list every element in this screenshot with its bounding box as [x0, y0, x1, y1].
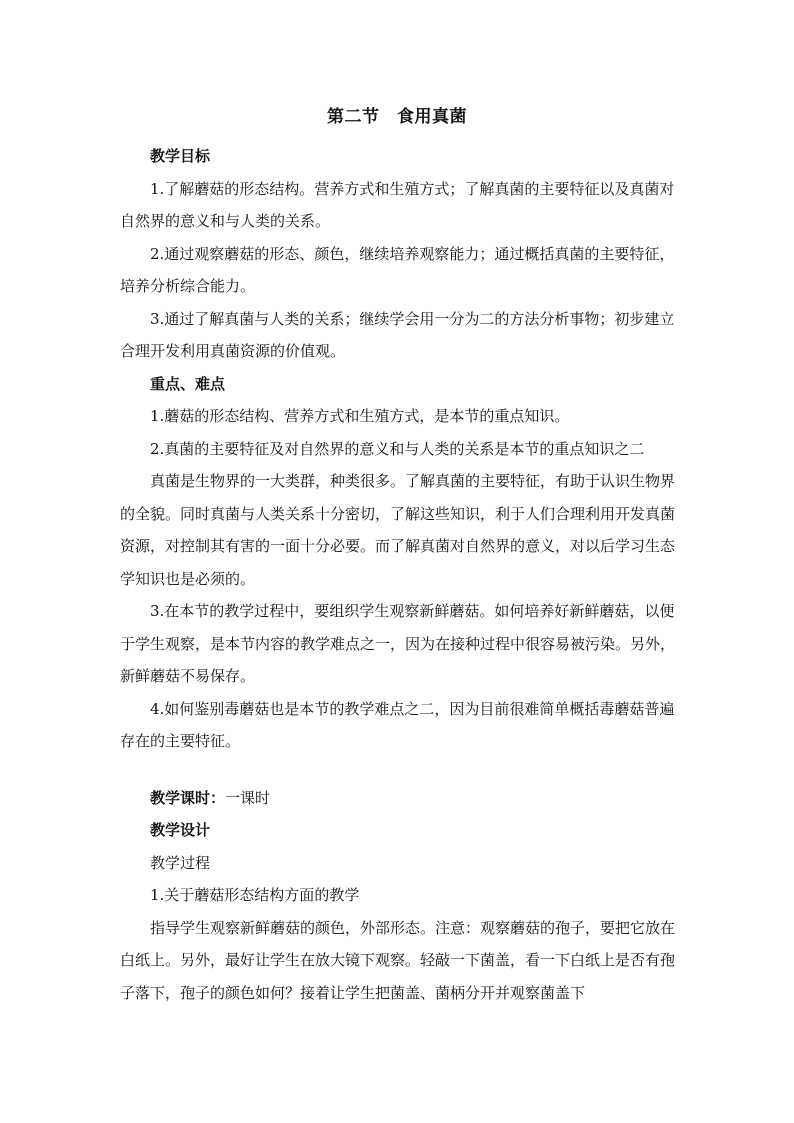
key-point-paragraph: 1.蘑菇的形态结构、营养方式和生殖方式，是本节的重点知识。 [150, 407, 570, 425]
document-body [120, 140, 685, 1009]
process-paragraph: 指导学生观察新鲜蘑菇的颜色，外部形态。注意：观察蘑菇的孢子，要把它放在白纸上。另外，最好让学生在放大镜下观察。轻敲一下菌盖，看一下白纸上是否有孢子落下，孢子的颜色如何？接着让学生把菌盖、菌柄分开并观察菌盖下 [120, 918, 676, 1002]
key-point-paragraph: 2.真菌的主要特征及对自然界的意义和与人类的关系是本节的重点知识之二 [150, 439, 645, 458]
design-heading: 教学设计 [150, 821, 211, 839]
document-title: 第二节 食用真菌 [327, 107, 467, 127]
process-heading: 教学过程 [150, 853, 211, 872]
class-hours-label: 教学课时： [150, 788, 226, 807]
key-point-paragraph: 4.如何鉴别毒蘑菇也是本节的教学难点之二，因为目前很难简单概括毒蘑菇普遍存在的主要特征。 [120, 699, 675, 750]
key-point-paragraph: 真菌是生物界的一大类群，种类很多。了解真菌的主要特征，有助于认识生物界的全貌。同时真菌与人类关系十分密切，了解这些知识，利于人们合理利用开发真菌资源，对控制其有害的一面十分必要。而了解真菌对自然界的意义，对以后学习生态学知识也是必须的。 [120, 472, 676, 588]
class-hours-line [120, 782, 685, 815]
process-item: 1.关于蘑菇形态结构方面的教学 [150, 886, 360, 904]
objective-paragraph: 1.了解蘑菇的形态结构。营养方式和生殖方式；了解真菌的主要特征以及真菌对自然界的意义和与人类的关系。 [120, 179, 675, 230]
key-points-heading: 重点、难点 [150, 374, 226, 393]
objective-paragraph: 3.通过了解真菌与人类的关系；继续学会用一分为二的方法分析事物；初步建立合理开发利用真菌资源的价值观。 [120, 309, 675, 360]
objective-paragraph: 2.通过观察蘑菇的形态、颜色，继续培养观察能力；通过概括真菌的主要特征，培养分析综合能力。 [120, 244, 675, 295]
key-point-paragraph: 3.在本节的教学过程中，要组织学生观察新鲜蘑菇。如何培养好新鲜蘑菇，以便于学生观察，是本节内容的教学难点之一，因为在接种过程中很容易被污染。另外，新鲜蘑菇不易保存。 [120, 602, 676, 685]
class-hours-value: 一课时 [225, 788, 271, 807]
objectives-heading: 教学目标 [150, 147, 211, 165]
